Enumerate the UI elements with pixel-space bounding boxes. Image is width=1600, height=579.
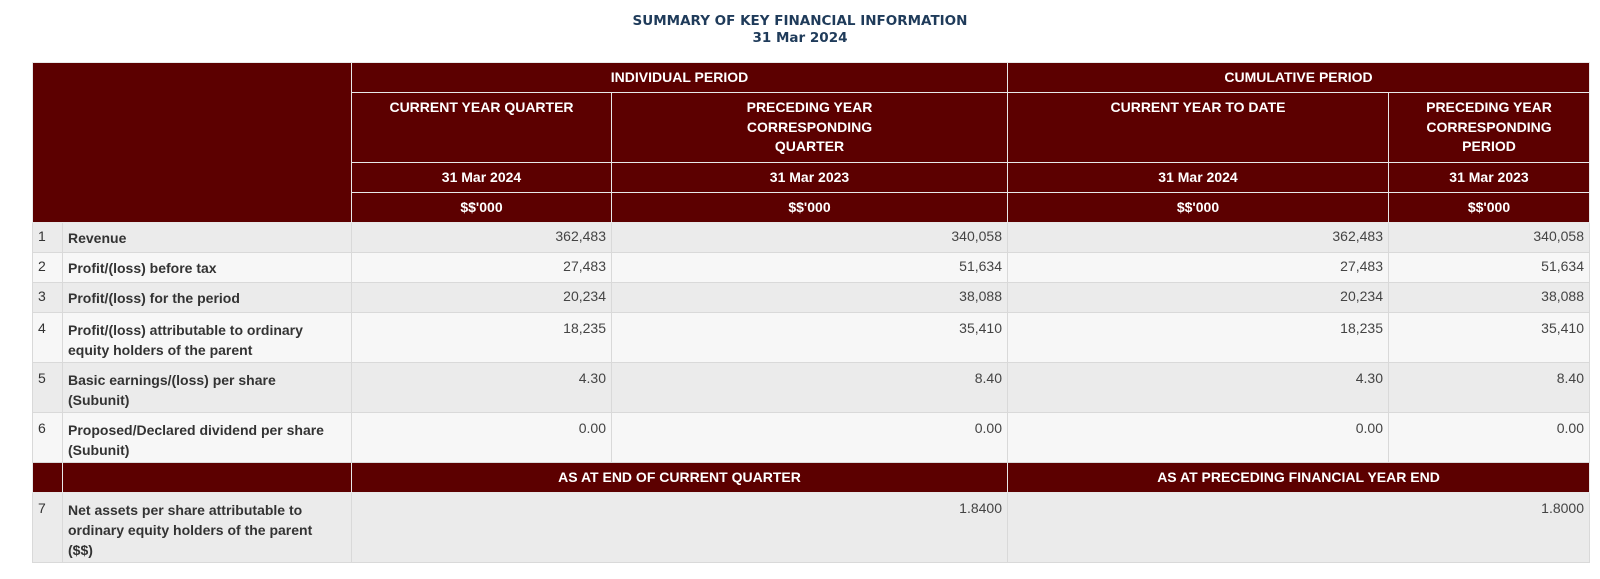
- header-blank-cell: [33, 63, 352, 223]
- header-unit: $$'000: [352, 193, 612, 223]
- row-label: Profit/(loss) for the period: [63, 283, 352, 313]
- value-cell: 0.00: [1008, 413, 1389, 463]
- value-cell: 362,483: [352, 223, 612, 253]
- row-label-line: Basic earnings/(loss) per share: [68, 372, 276, 388]
- report-title-block: [0, 0, 1600, 47]
- value-cell: 340,058: [612, 223, 1008, 253]
- value-cell: 340,058: [1389, 223, 1590, 253]
- table-row-net-assets: [33, 493, 1590, 563]
- header-current-year-to-date: CURRENT YEAR TO DATE: [1008, 93, 1389, 163]
- value-cell: 0.00: [1389, 413, 1590, 463]
- row-number: 2: [33, 253, 63, 283]
- header-row-as-at: [33, 463, 1590, 493]
- report-title: SUMMARY OF KEY FINANCIAL INFORMATION: [632, 13, 968, 29]
- header-unit: $$'000: [1008, 193, 1389, 223]
- header-text: PERIOD: [1462, 138, 1516, 154]
- header-unit: $$'000: [612, 193, 1008, 223]
- table-row-basic-eps: [33, 363, 1590, 413]
- table-row-profit-for-period: [33, 283, 1590, 313]
- value-cell: 35,410: [612, 313, 1008, 363]
- row-label-line: Profit/(loss) attributable to ordinary: [68, 322, 303, 338]
- value-cell: 362,483: [1008, 223, 1389, 253]
- value-cell: 38,088: [1389, 283, 1590, 313]
- table-row-profit-before-tax: [33, 253, 1590, 283]
- value-cell: 27,483: [1008, 253, 1389, 283]
- header-date: 31 Mar 2023: [612, 163, 1008, 193]
- header-cumulative-period: CUMULATIVE PERIOD: [1008, 63, 1590, 93]
- header-row-periods: [33, 63, 1590, 93]
- header-current-year-quarter: CURRENT YEAR QUARTER: [352, 93, 612, 163]
- row-label-line: ordinary equity holders of the parent: [68, 522, 313, 538]
- report-date: 31 Mar 2024: [752, 30, 848, 46]
- row-label: Profit/(loss) before tax: [63, 253, 352, 283]
- row-number: 4: [33, 313, 63, 363]
- header-text: CORRESPONDING: [746, 118, 873, 135]
- value-cell: 18,235: [1008, 313, 1389, 363]
- header-preceding-year-period: [1389, 93, 1590, 163]
- financial-summary-table: [32, 62, 1590, 563]
- header-as-at-preceding-year-end: AS AT PRECEDING FINANCIAL YEAR END: [1008, 463, 1590, 493]
- value-cell: 51,634: [1389, 253, 1590, 283]
- row-label: Revenue: [63, 223, 352, 253]
- header-text: PRECEDING YEAR: [746, 99, 873, 115]
- row-number: 3: [33, 283, 63, 313]
- header-date: 31 Mar 2023: [1389, 163, 1590, 193]
- value-cell: 1.8000: [1008, 493, 1590, 563]
- row-number: 5: [33, 363, 63, 413]
- header-individual-period: INDIVIDUAL PERIOD: [352, 63, 1008, 93]
- header-text: PRECEDING YEAR: [1426, 99, 1552, 115]
- table-row-revenue: [33, 223, 1590, 253]
- header-unit: $$'000: [1389, 193, 1590, 223]
- header-date: 31 Mar 2024: [1008, 163, 1389, 193]
- table-row-dividend: [33, 413, 1590, 463]
- value-cell: 27,483: [352, 253, 612, 283]
- header-blank-cell: [33, 463, 63, 493]
- value-cell: 18,235: [352, 313, 612, 363]
- header-text: CORRESPONDING: [1426, 118, 1552, 135]
- value-cell: 20,234: [1008, 283, 1389, 313]
- value-cell: 4.30: [1008, 363, 1389, 413]
- value-cell: 4.30: [352, 363, 612, 413]
- row-number: 1: [33, 223, 63, 253]
- value-cell: 51,634: [612, 253, 1008, 283]
- value-cell: 8.40: [1389, 363, 1590, 413]
- value-cell: 0.00: [612, 413, 1008, 463]
- row-number: 7: [33, 493, 63, 563]
- header-date: 31 Mar 2024: [352, 163, 612, 193]
- header-blank-cell: [63, 463, 352, 493]
- value-cell: 1.8400: [352, 493, 1008, 563]
- row-label: [63, 413, 352, 463]
- row-label: [63, 363, 352, 413]
- value-cell: 8.40: [612, 363, 1008, 413]
- row-label-line: Net assets per share attributable to: [68, 502, 303, 518]
- row-label-line: (Subunit): [68, 392, 130, 408]
- row-label: [63, 493, 352, 563]
- header-text: QUARTER: [774, 138, 845, 154]
- row-label-line: equity holders of the parent: [68, 342, 253, 358]
- row-label-line: ($$): [68, 542, 93, 558]
- header-as-at-current-quarter: AS AT END OF CURRENT QUARTER: [352, 463, 1008, 493]
- value-cell: 38,088: [612, 283, 1008, 313]
- value-cell: 35,410: [1389, 313, 1590, 363]
- value-cell: 0.00: [352, 413, 612, 463]
- row-label-line: Proposed/Declared dividend per share: [68, 422, 324, 438]
- table-row-profit-attributable: [33, 313, 1590, 363]
- header-preceding-year-quarter: [612, 93, 1008, 163]
- row-number: 6: [33, 413, 63, 463]
- value-cell: 20,234: [352, 283, 612, 313]
- row-label: [63, 313, 352, 363]
- row-label-line: (Subunit): [68, 442, 130, 458]
